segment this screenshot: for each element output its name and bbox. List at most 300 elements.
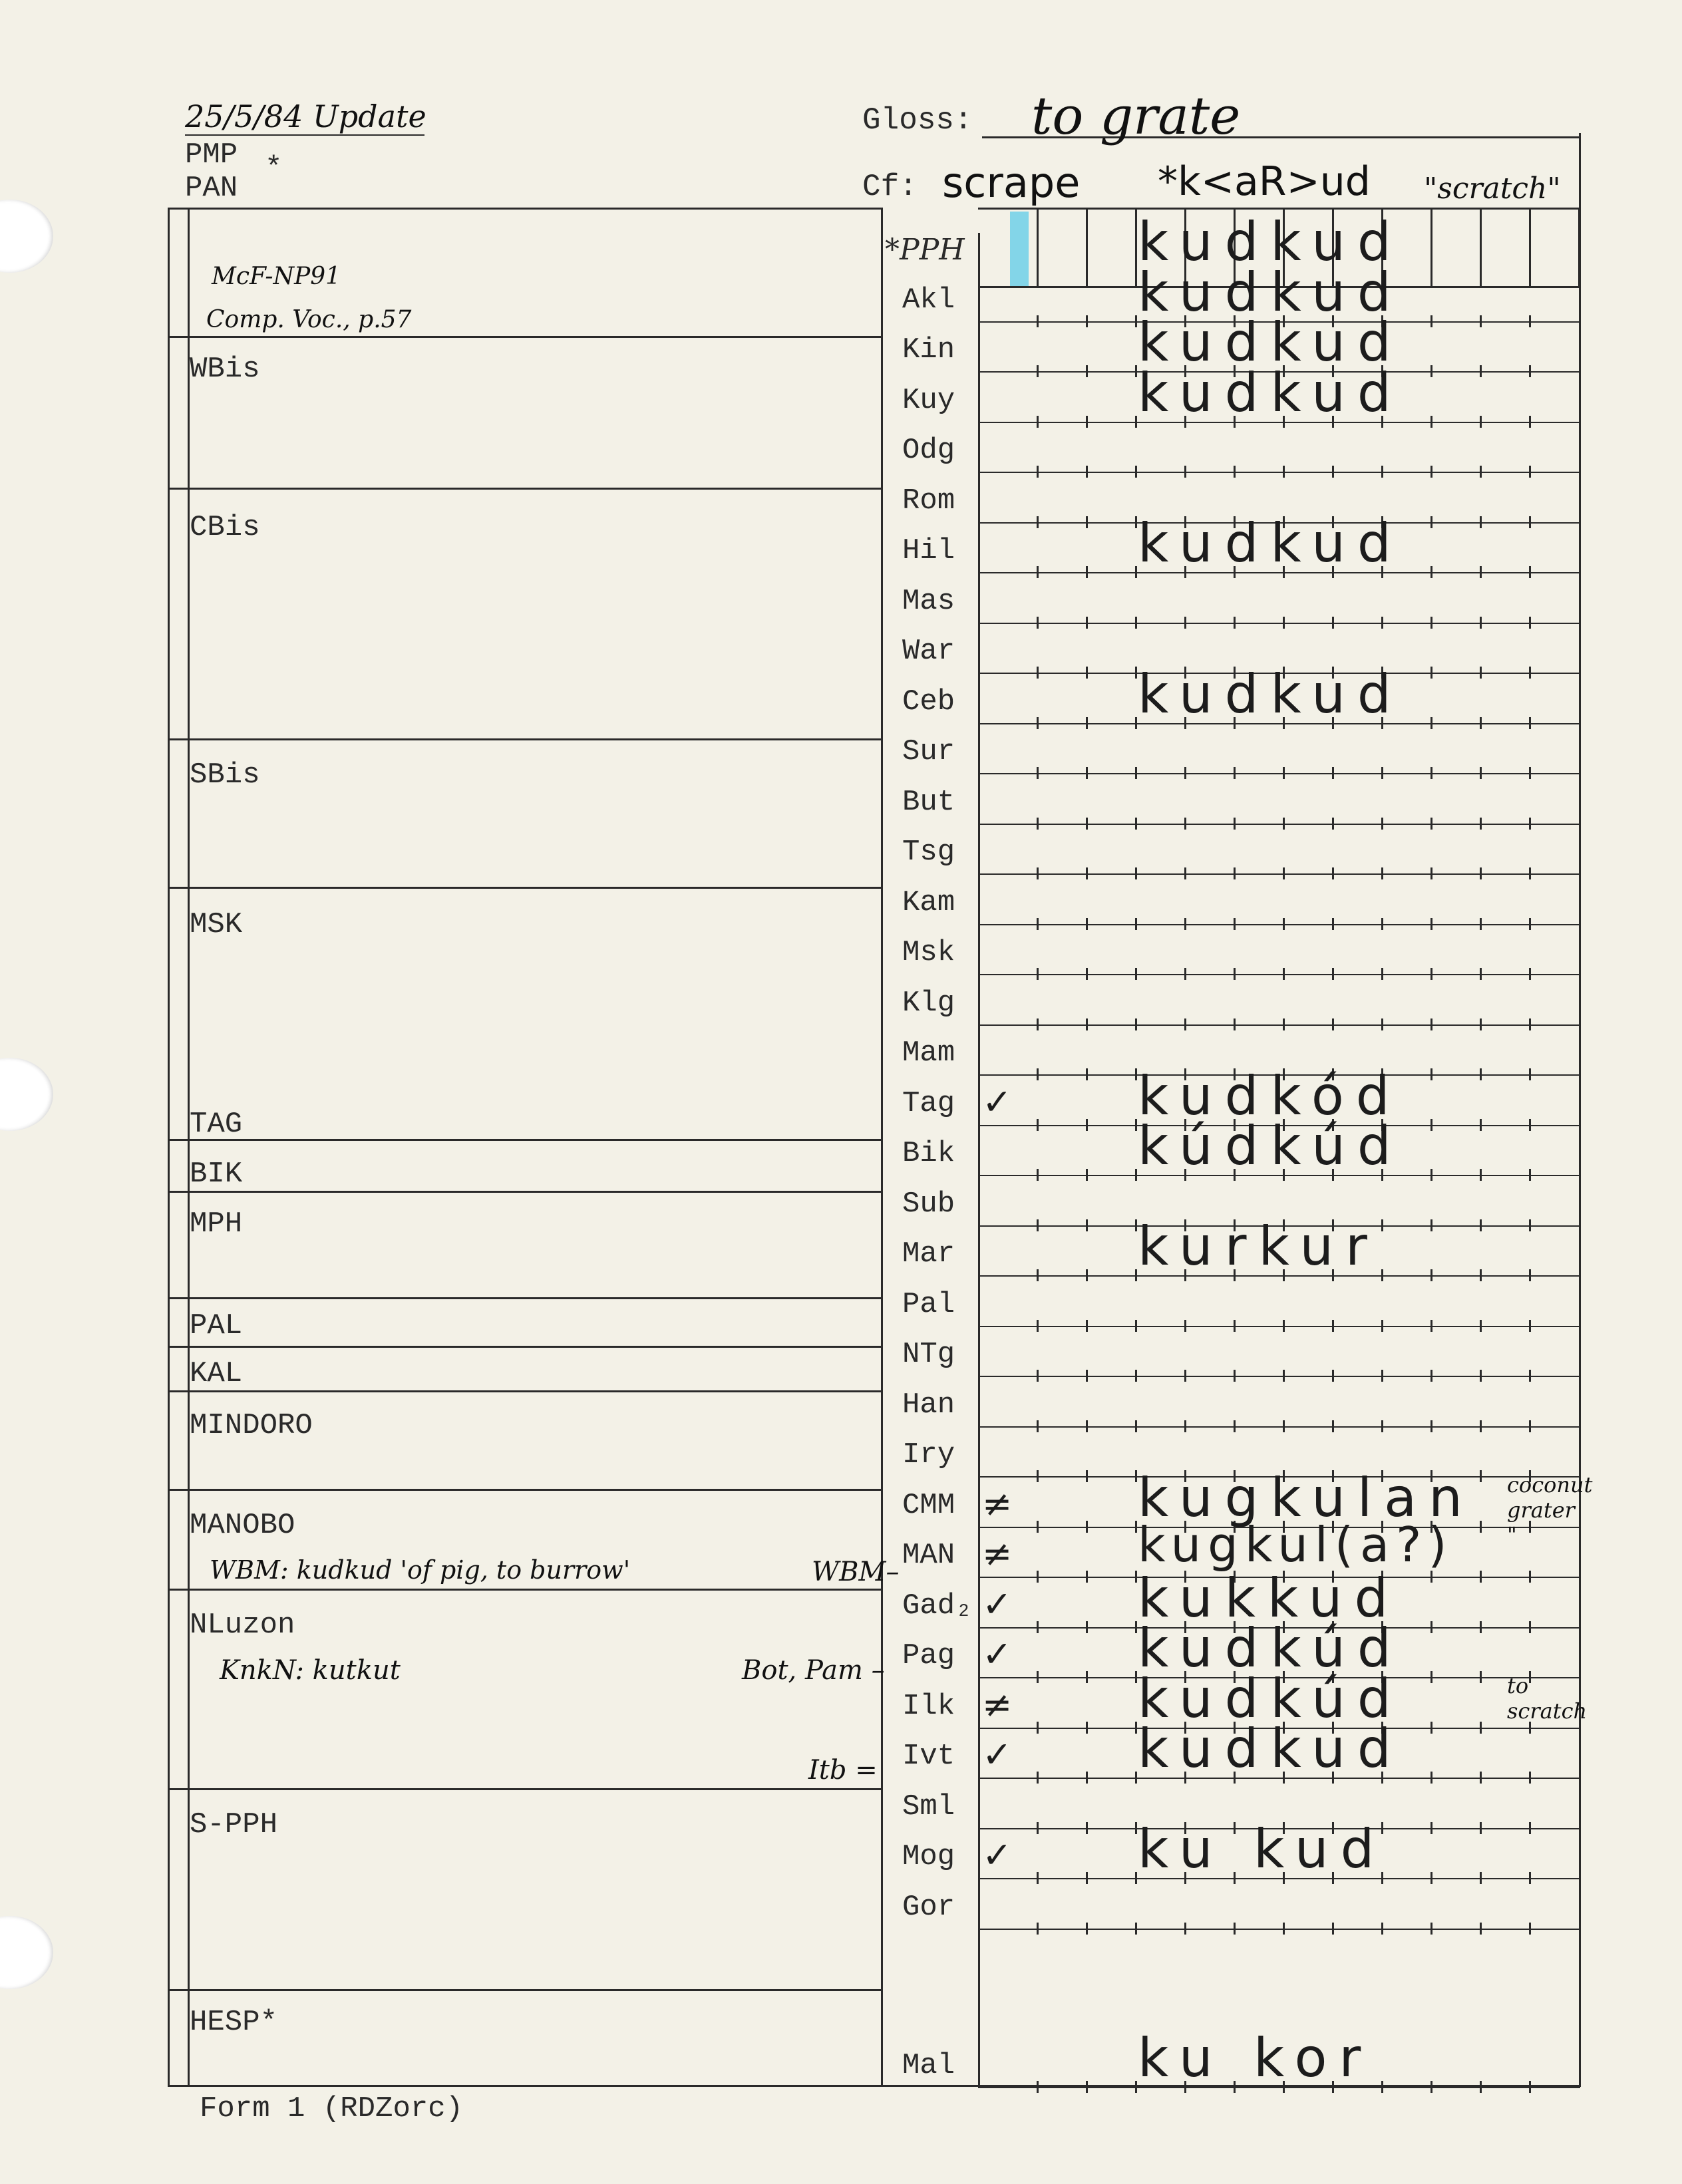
row-tick xyxy=(1430,1420,1432,1432)
row-tick xyxy=(1135,315,1137,327)
row-mark-28: ✓ xyxy=(982,1633,1013,1675)
row-tick xyxy=(1480,1872,1482,1884)
lang-code-16: Mam xyxy=(902,1036,955,1070)
group-bik: BIK xyxy=(190,1158,243,1191)
lang-code-33: Gor xyxy=(902,1890,955,1924)
group-spph: S-PPH xyxy=(190,1808,278,1841)
row-tick xyxy=(1332,1420,1334,1432)
lang-code-23: Han xyxy=(902,1388,955,1422)
row-tick xyxy=(1430,918,1432,930)
row-tick xyxy=(1332,1018,1334,1030)
row-tick xyxy=(1430,1671,1432,1683)
row-rule xyxy=(978,1326,1580,1327)
row-tick xyxy=(1037,1872,1039,1884)
row-tick xyxy=(1086,1119,1088,1131)
row-form-3: kudkud xyxy=(1138,361,1403,424)
cf-reconstruction: *k<aR>ud xyxy=(1158,158,1371,205)
row-tick xyxy=(1480,1119,1482,1131)
row-tick xyxy=(1184,767,1186,779)
row-tick xyxy=(1037,1420,1039,1432)
lang-code-31: Sml xyxy=(902,1790,955,1823)
row-tick xyxy=(1480,365,1482,377)
lang-code-9: Ceb xyxy=(902,685,955,718)
row-tick xyxy=(1086,1370,1088,1382)
group-cbis: CBis xyxy=(190,511,260,544)
lang-code-10: Sur xyxy=(902,735,955,768)
row-tick xyxy=(1283,1320,1285,1332)
row-tick xyxy=(1234,867,1236,879)
row-form-17: kudkód xyxy=(1138,1064,1402,1127)
row-tick xyxy=(1283,466,1285,478)
row-tick xyxy=(1529,1621,1531,1633)
row-tick xyxy=(1234,968,1236,980)
group-msk: MSK xyxy=(190,908,243,941)
row-tick xyxy=(1037,1923,1039,1935)
row-tick xyxy=(1086,1269,1088,1281)
pph-grid-line xyxy=(1578,208,1580,286)
row-form-9: kudkud xyxy=(1138,663,1403,725)
row-tick xyxy=(1529,818,1531,830)
row-tick xyxy=(1430,818,1432,830)
row-tick xyxy=(1037,466,1039,478)
row-tick xyxy=(1529,717,1531,729)
row-tick xyxy=(1086,1219,1088,1231)
row-tick xyxy=(1430,1068,1432,1080)
row-tick xyxy=(1381,1370,1383,1382)
row-tick xyxy=(1184,1018,1186,1030)
row-form-27: kukkud xyxy=(1138,1567,1401,1629)
row-tick xyxy=(1086,867,1088,879)
row-tick xyxy=(1234,617,1236,629)
row-tick xyxy=(1381,1320,1383,1332)
row-tick xyxy=(1529,918,1531,930)
row-tick xyxy=(1135,1119,1137,1131)
row-tick xyxy=(1332,1320,1334,1332)
row-tick xyxy=(1381,1420,1383,1432)
row-mark-30: ✓ xyxy=(982,1734,1013,1776)
row-form-26: kugkul(a?) xyxy=(1138,1517,1454,1573)
row-tick xyxy=(1037,918,1039,930)
row-tick xyxy=(1135,1018,1137,1030)
row-tick xyxy=(1430,1370,1432,1382)
row-tick xyxy=(1184,1320,1186,1332)
row-tick xyxy=(1037,1018,1039,1030)
row-tick xyxy=(1430,1320,1432,1332)
row-tick xyxy=(1480,1169,1482,1181)
row-tick xyxy=(1529,1169,1531,1181)
row-mark-26: ≠ xyxy=(982,1533,1013,1575)
row-tick xyxy=(1037,516,1039,528)
row-tick xyxy=(1381,867,1383,879)
row-tick xyxy=(1430,1219,1432,1231)
row-tick xyxy=(1529,365,1531,377)
row-tick xyxy=(1135,717,1137,729)
row-tick xyxy=(1529,1822,1531,1834)
row-tick xyxy=(1430,1872,1432,1884)
row-tick xyxy=(1381,968,1383,980)
pph-grid-line xyxy=(1480,208,1482,286)
row-tick xyxy=(1381,767,1383,779)
row-tick xyxy=(1283,968,1285,980)
row-tick xyxy=(1283,818,1285,830)
lang-code-29: Ilk xyxy=(902,1689,955,1723)
row-tick xyxy=(1037,1722,1039,1734)
row-tick xyxy=(1037,1320,1039,1332)
row-tick xyxy=(1332,617,1334,629)
row-tick xyxy=(1381,1018,1383,1030)
row-tick xyxy=(1135,818,1137,830)
row-tick xyxy=(1480,818,1482,830)
row-tick xyxy=(1529,767,1531,779)
row-tick xyxy=(1086,1872,1088,1884)
row-tick xyxy=(1332,1923,1334,1935)
lang-code-2: Kin xyxy=(902,333,955,367)
row-tick xyxy=(1135,867,1137,879)
side-note-wbm: WBM– xyxy=(812,1557,900,1587)
row-mark-29: ≠ xyxy=(982,1683,1013,1726)
row-tick xyxy=(1184,918,1186,930)
row-tick xyxy=(1135,1169,1137,1181)
row-tick xyxy=(1430,1119,1432,1131)
row-tick xyxy=(1184,867,1186,879)
lang-code-26: MAN xyxy=(902,1539,955,1572)
row-tick xyxy=(1135,1772,1137,1784)
row-tick xyxy=(1480,1269,1482,1281)
row-tick xyxy=(1430,1822,1432,1834)
row-tick xyxy=(1037,566,1039,578)
row-mark-32: ✓ xyxy=(982,1834,1013,1876)
manobo-note: WBM: kudkud 'of pig, to burrow' xyxy=(210,1555,631,1585)
cf-value: scrape xyxy=(942,158,1081,207)
row-form-1: kudkud xyxy=(1138,261,1403,323)
row-tick xyxy=(1037,1370,1039,1382)
row-tick xyxy=(1135,1370,1137,1382)
row-tick xyxy=(1184,968,1186,980)
row-tick xyxy=(1037,315,1039,327)
row-tick xyxy=(1381,1269,1383,1281)
row-tick xyxy=(1037,1068,1039,1080)
row-form-32: ku kud xyxy=(1138,1818,1387,1880)
row-tick xyxy=(1086,1521,1088,1533)
row-tick xyxy=(1135,566,1137,578)
row-form-25: kugkulan xyxy=(1138,1466,1474,1529)
row-tick xyxy=(1135,1320,1137,1332)
row-tick xyxy=(1430,717,1432,729)
lang-code-19: Sub xyxy=(902,1187,955,1221)
row-tick xyxy=(1135,1571,1137,1583)
row-form-0: kudkud xyxy=(1138,211,1403,273)
row-tick xyxy=(1480,1822,1482,1834)
pmp-star: * xyxy=(265,152,283,185)
row-tick xyxy=(1135,1671,1137,1683)
row-rule xyxy=(978,1929,1580,1930)
row-tick xyxy=(1381,2081,1383,2093)
row-tick xyxy=(1135,1420,1137,1432)
row-tick xyxy=(1135,1722,1137,1734)
row-tick xyxy=(1430,1269,1432,1281)
row-tick xyxy=(1086,1068,1088,1080)
row-tick xyxy=(1480,1571,1482,1583)
source-line-1: McF-NP91 xyxy=(212,263,341,290)
row-tick xyxy=(1086,416,1088,428)
row-tick xyxy=(1037,1169,1039,1181)
binder-hole-bottom xyxy=(0,1916,53,1989)
row-tick xyxy=(1529,617,1531,629)
row-tick xyxy=(1529,1269,1531,1281)
blue-highlight-mark xyxy=(1010,212,1029,286)
row-tick xyxy=(1135,667,1137,679)
row-tick xyxy=(1037,2081,1039,2093)
lang-code-30: Ivt xyxy=(902,1740,955,1773)
lang-code-25: CMM xyxy=(902,1488,955,1522)
gloss-label: Gloss: xyxy=(862,103,973,138)
row-tick xyxy=(1430,365,1432,377)
lang-code-7: Mas xyxy=(902,584,955,618)
row-tick xyxy=(1430,1018,1432,1030)
row-tick xyxy=(1332,867,1334,879)
row-tick xyxy=(1086,1621,1088,1633)
row-tick xyxy=(1480,416,1482,428)
row-tick xyxy=(1184,617,1186,629)
row-tick xyxy=(1430,566,1432,578)
row-tick xyxy=(1529,1772,1531,1784)
lang-code-11: But xyxy=(902,785,955,819)
lang-code-18: Bik xyxy=(902,1137,955,1170)
group-tag: TAG xyxy=(190,1108,243,1141)
row-tick xyxy=(1480,566,1482,578)
lang-code-27: Gad₂ xyxy=(902,1589,973,1623)
row-tick xyxy=(1135,1822,1137,1834)
row-tick xyxy=(1184,1420,1186,1432)
row-tick xyxy=(1430,516,1432,528)
row-tick xyxy=(1529,1018,1531,1030)
row-tick xyxy=(1086,918,1088,930)
row-tick xyxy=(1332,818,1334,830)
lang-code-4: Odg xyxy=(902,434,955,467)
row-tick xyxy=(1234,1018,1236,1030)
row-tick xyxy=(1529,867,1531,879)
row-note-29: to scratch xyxy=(1507,1672,1588,1724)
row-tick xyxy=(1086,2081,1088,2093)
row-tick xyxy=(1135,617,1137,629)
pph-grid-line xyxy=(1037,208,1039,286)
row-tick xyxy=(1037,968,1039,980)
row-tick xyxy=(1529,315,1531,327)
row-rule xyxy=(978,974,1580,975)
lang-code-32: Mog xyxy=(902,1840,955,1873)
lang-col-right-border xyxy=(978,233,980,2087)
row-tick xyxy=(1135,1219,1137,1231)
row-tick xyxy=(1529,1420,1531,1432)
row-tick xyxy=(1086,516,1088,528)
pph-grid-line xyxy=(1430,208,1432,286)
row-tick xyxy=(1135,1923,1137,1935)
group-sbis: SBis xyxy=(190,758,260,792)
row-tick xyxy=(1480,1018,1482,1030)
row-tick xyxy=(1480,1420,1482,1432)
row-tick xyxy=(1480,516,1482,528)
row-tick xyxy=(1480,1068,1482,1080)
row-tick xyxy=(1480,315,1482,327)
row-form-34: ku kor xyxy=(1138,2027,1373,2089)
row-tick xyxy=(1086,1420,1088,1432)
row-tick xyxy=(1529,968,1531,980)
form-footer: Form 1 (RDZorc) xyxy=(200,2092,464,2125)
row-tick xyxy=(1480,717,1482,729)
row-tick xyxy=(1135,918,1137,930)
row-rule xyxy=(978,824,1580,825)
row-tick xyxy=(1529,416,1531,428)
binder-hole-middle xyxy=(0,1058,53,1131)
row-tick xyxy=(1480,968,1482,980)
row-tick xyxy=(1480,1320,1482,1332)
lang-code-6: Hil xyxy=(902,534,955,567)
row-tick xyxy=(1480,617,1482,629)
row-tick xyxy=(1381,918,1383,930)
lang-code-22: NTg xyxy=(902,1338,955,1371)
group-pal: PAL xyxy=(190,1309,243,1342)
row-tick xyxy=(1480,1621,1482,1633)
group-nluzon: NLuzon xyxy=(190,1609,295,1642)
row-form-18: kúdkúd xyxy=(1138,1115,1403,1177)
row-rule xyxy=(978,773,1580,774)
row-tick xyxy=(1234,918,1236,930)
row-tick xyxy=(1480,1219,1482,1231)
row-tick xyxy=(1480,1671,1482,1683)
group-kal: KAL xyxy=(190,1357,243,1390)
row-tick xyxy=(1135,1068,1137,1080)
row-tick xyxy=(1332,767,1334,779)
row-tick xyxy=(1135,516,1137,528)
row-tick xyxy=(1037,617,1039,629)
row-tick xyxy=(1086,566,1088,578)
row-tick xyxy=(1480,918,1482,930)
row-tick xyxy=(1135,1521,1137,1533)
row-tick xyxy=(1135,2081,1137,2093)
row-tick xyxy=(1529,2081,1531,2093)
row-tick xyxy=(1086,818,1088,830)
right-outer-border xyxy=(1579,133,1581,2087)
row-tick xyxy=(1037,818,1039,830)
row-tick xyxy=(1135,1269,1137,1281)
group-hesp: HESP* xyxy=(190,2006,278,2039)
row-tick xyxy=(1234,1320,1236,1332)
row-tick xyxy=(1037,1470,1039,1482)
row-tick xyxy=(1037,1571,1039,1583)
row-tick xyxy=(1283,617,1285,629)
row-tick xyxy=(1430,1722,1432,1734)
lang-code-28: Pag xyxy=(902,1639,955,1672)
row-tick xyxy=(1332,918,1334,930)
row-tick xyxy=(1234,818,1236,830)
row-tick xyxy=(1086,617,1088,629)
gloss-value: to grate xyxy=(1031,86,1241,146)
lang-code-24: Iry xyxy=(902,1438,955,1472)
lang-code-34: Mal xyxy=(902,2049,955,2082)
row-tick xyxy=(1381,1219,1383,1231)
row-tick xyxy=(1381,466,1383,478)
lang-code-14: Msk xyxy=(902,936,955,969)
row-tick xyxy=(1135,416,1137,428)
row-tick xyxy=(1381,617,1383,629)
row-tick xyxy=(1037,667,1039,679)
row-tick xyxy=(1037,1269,1039,1281)
row-tick xyxy=(1184,1923,1186,1935)
row-rule xyxy=(978,623,1580,624)
row-note-26: " xyxy=(1507,1522,1517,1547)
row-tick xyxy=(1283,1923,1285,1935)
row-tick xyxy=(1234,1370,1236,1382)
row-tick xyxy=(1283,918,1285,930)
row-tick xyxy=(1430,767,1432,779)
lang-code-13: Kam xyxy=(902,885,955,919)
row-tick xyxy=(1529,667,1531,679)
date-note: 25/5/84 Update xyxy=(185,98,426,134)
row-tick xyxy=(1037,1219,1039,1231)
row-tick xyxy=(1480,667,1482,679)
cf-label: Cf: xyxy=(862,170,918,204)
row-tick xyxy=(1184,466,1186,478)
row-tick xyxy=(1529,1872,1531,1884)
row-tick xyxy=(1430,667,1432,679)
row-tick xyxy=(1135,466,1137,478)
lang-code-15: Klg xyxy=(902,986,955,1020)
row-tick xyxy=(1086,315,1088,327)
row-tick xyxy=(1037,767,1039,779)
row-tick xyxy=(1234,1923,1236,1935)
row-tick xyxy=(1135,968,1137,980)
row-tick xyxy=(1430,2081,1432,2093)
lang-code-1: Akl xyxy=(902,283,955,317)
row-form-20: kurkur xyxy=(1138,1215,1379,1277)
row-tick xyxy=(1381,1923,1383,1935)
group-manobo: MANOBO xyxy=(190,1509,295,1542)
lang-code-17: Tag xyxy=(902,1086,955,1120)
row-tick xyxy=(1332,1370,1334,1382)
row-tick xyxy=(1529,1320,1531,1332)
row-mark-17: ✓ xyxy=(982,1080,1013,1123)
row-form-29: kudkúd xyxy=(1138,1667,1403,1730)
row-rule xyxy=(978,472,1580,473)
row-tick xyxy=(1135,1470,1137,1482)
row-tick xyxy=(1283,1420,1285,1432)
row-tick xyxy=(1184,1370,1186,1382)
row-form-28: kudkúd xyxy=(1138,1617,1403,1679)
row-tick xyxy=(1430,466,1432,478)
row-tick xyxy=(1381,818,1383,830)
row-tick xyxy=(1086,1722,1088,1734)
row-tick xyxy=(1135,1872,1137,1884)
row-rule xyxy=(978,924,1580,925)
pmp-label: PMP xyxy=(185,138,238,172)
row-note-25: coconut grater xyxy=(1507,1472,1593,1523)
row-form-30: kudkud xyxy=(1138,1718,1403,1780)
row-tick xyxy=(1480,1521,1482,1533)
row-tick xyxy=(1529,1119,1531,1131)
row-tick xyxy=(1037,1772,1039,1784)
row-tick xyxy=(1135,1621,1137,1633)
row-tick xyxy=(1234,466,1236,478)
row-tick xyxy=(1283,867,1285,879)
lang-code-8: War xyxy=(902,635,955,668)
row-tick xyxy=(1086,1571,1088,1583)
group-mph: MPH xyxy=(190,1207,243,1241)
group-wbis: WBis xyxy=(190,353,260,386)
side-note-itb: Itb = xyxy=(808,1755,878,1786)
cf-meaning: "scratch" xyxy=(1424,172,1561,206)
pan-label: PAN xyxy=(185,172,238,205)
pph-grid-line xyxy=(1086,208,1088,286)
